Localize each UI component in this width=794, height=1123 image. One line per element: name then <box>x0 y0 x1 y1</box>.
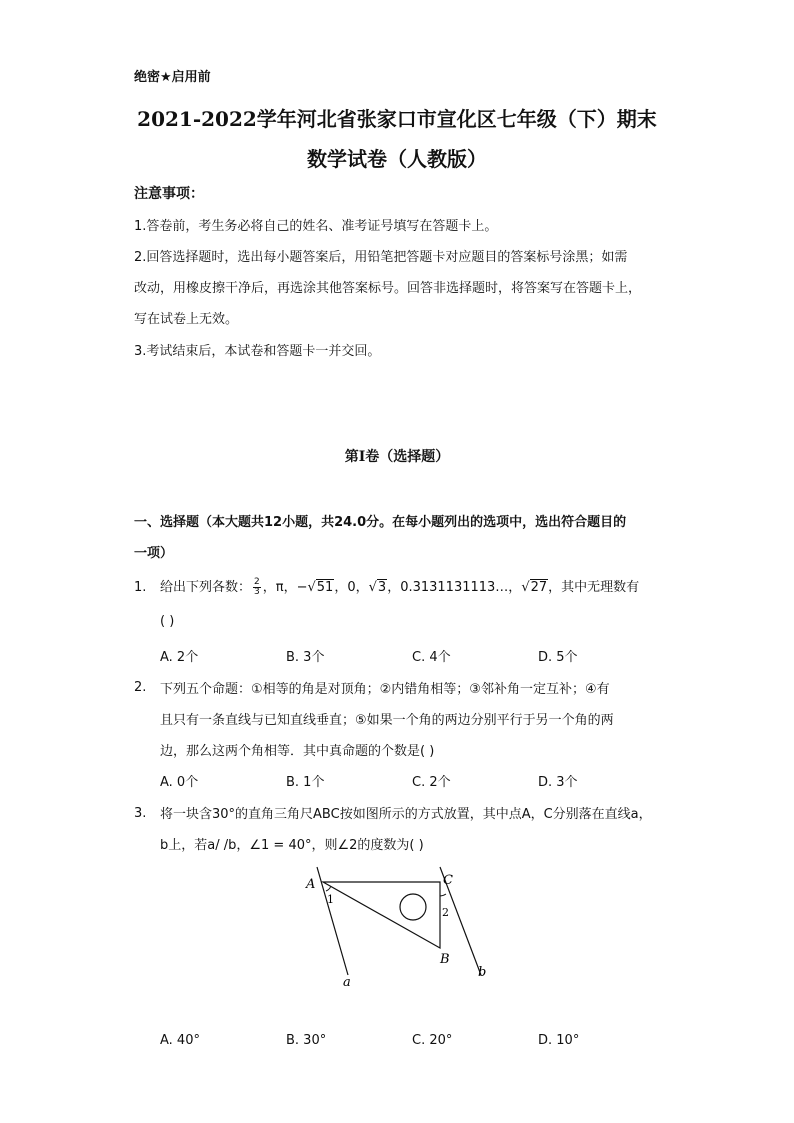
q1-pi: ，π，− <box>262 580 308 595</box>
q1-sep1: ，0， <box>334 580 369 595</box>
ruler-hole <box>400 894 426 920</box>
notice-item-3: 3.考试结束后，本试卷和答题卡一并交回。 <box>134 344 381 359</box>
exam-title-line2: 数学试卷（人教版） <box>307 147 487 171</box>
q1-fraction: $\frac{2}{3}$ <box>254 577 260 597</box>
label-a-point: A <box>306 877 316 892</box>
q1-option-b: B. 3个 <box>286 650 325 665</box>
q3-option-d: D. 10° <box>538 1033 580 1048</box>
q1-option-d: D. 5个 <box>538 650 578 665</box>
notice-item-1: 1.答卷前，考生务必将自己的姓名、准考证号填写在答题卡上。 <box>134 219 498 234</box>
q1-sqrt-3: √3 <box>368 580 387 595</box>
q1-option-a: A. 2个 <box>160 650 199 665</box>
q2-line1: 下列五个命题：①相等的角是对顶角；②内错角相等；③邻补角一定互补；④有 <box>160 682 610 697</box>
q1-paren: ( ) <box>160 614 175 629</box>
q2-line3: 边，那么这两个角相等．其中真命题的个数是( ) <box>160 744 435 759</box>
q3-option-c: C. 20° <box>412 1033 453 1048</box>
q1-sqrt-27: √27 <box>521 580 548 595</box>
line-a <box>317 867 348 975</box>
secret-label: 绝密★启用前 <box>134 70 211 85</box>
q2-number: 2. <box>134 680 147 695</box>
q1-option-c: C. 4个 <box>412 650 451 665</box>
label-angle-2: 2 <box>442 906 449 919</box>
q2-option-a: A. 0个 <box>160 775 199 790</box>
part1-heading-line2: 一项） <box>134 546 174 561</box>
q2-option-d: D. 3个 <box>538 775 578 790</box>
angle-1-arc <box>326 886 331 891</box>
section-title: 第I卷（选择题） <box>344 449 450 465</box>
q3-figure <box>300 862 500 992</box>
part1-heading-line1: 一、选择题（本大题共12小题，共24.0分。在每小题列出的选项中，选出符合题目的 <box>134 515 627 530</box>
q1-number: 1. <box>134 580 147 595</box>
q2-option-b: B. 1个 <box>286 775 325 790</box>
q1-sep2: ，0.3131131113…， <box>387 580 522 595</box>
notice-item-2-line3: 写在试卷上无效。 <box>134 312 239 327</box>
label-line-a: a <box>343 975 351 990</box>
q3-line2: b上，若a/ /b，∠1 = 40°，则∠2的度数为( ) <box>160 838 424 853</box>
label-c-point: C <box>443 873 453 888</box>
notice-item-2-line1: 2.回答选择题时，选出每小题答案后，用铅笔把答题卡对应题目的答案标号涂黑；如需 <box>134 250 628 265</box>
label-b-point: B <box>440 952 450 967</box>
triangle-abc <box>323 882 440 948</box>
angle-2-arc <box>440 894 446 896</box>
q1-prefix: 给出下列各数： <box>160 580 252 595</box>
label-line-b: b <box>478 965 487 980</box>
q3-option-a: A. 40° <box>160 1033 200 1048</box>
q2-line2: 且只有一条直线与已知直线垂直；⑤如果一个角的两边分别平行于另一个角的两 <box>160 713 614 728</box>
notice-heading: 注意事项： <box>134 186 204 202</box>
exam-title-line1: 2021-2022学年河北省张家口市宣化区七年级（下）期末 <box>137 107 657 131</box>
notice-item-2-line2: 改动，用橡皮擦干净后，再选涂其他答案标号。回答非选择题时，将答案写在答题卡上， <box>134 281 642 296</box>
q3-line1: 将一块含30°的直角三角尺ABC按如图所示的方式放置，其中点A，C分别落在直线a， <box>160 807 652 822</box>
q1-text <box>160 576 639 597</box>
q3-option-b: B. 30° <box>286 1033 327 1048</box>
label-angle-1: 1 <box>327 893 334 906</box>
q3-number: 3. <box>134 806 147 821</box>
q2-option-c: C. 2个 <box>412 775 451 790</box>
q1-sqrt-51: √51 <box>307 580 334 595</box>
q1-suffix: ，其中无理数有 <box>548 580 640 595</box>
